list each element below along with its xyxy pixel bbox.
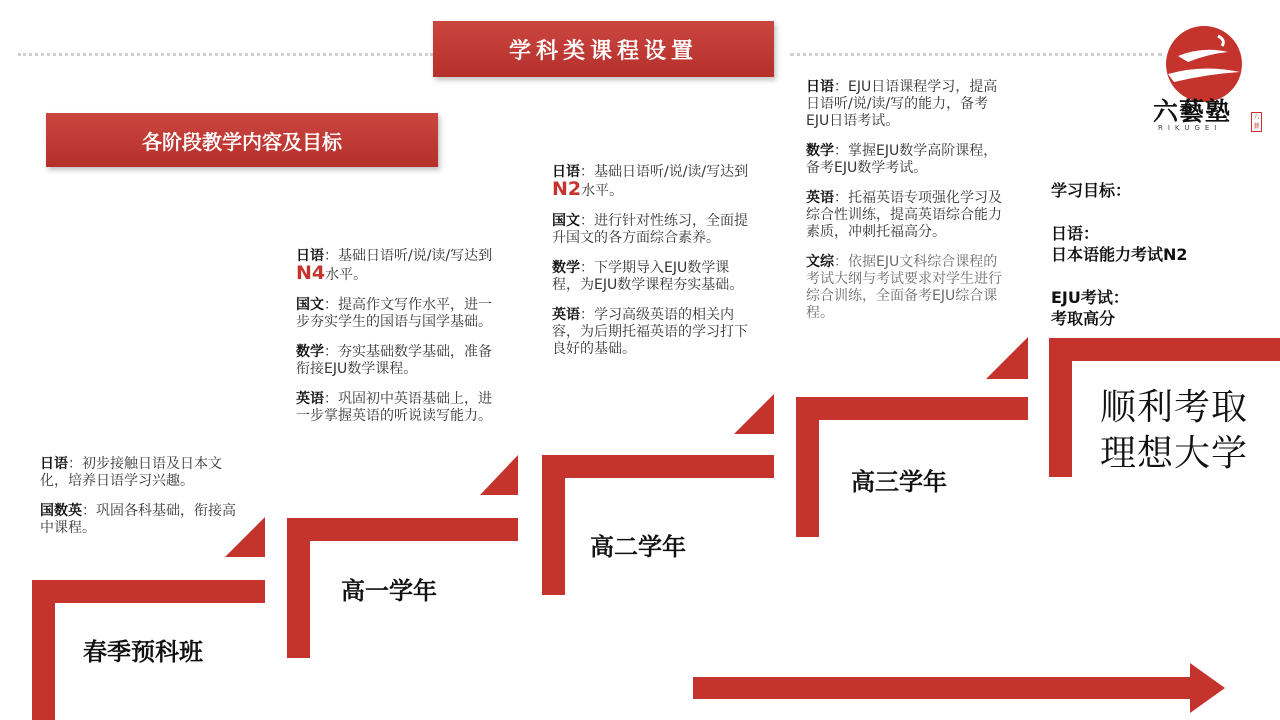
info-year1-text-english: ：巩固初中英语基础上，进一步掌握英语的听说读写能力。 [296,391,492,424]
info-year1-level: N4 [296,262,326,284]
info-year1-key-japanese: 日语 [296,248,324,264]
info-prep [40,456,245,550]
info-prep-text-japanese: ：初步接触日语及日本文化，培养日语学习兴趣。 [40,456,222,489]
info-prep-key-core: 国数英 [40,503,82,519]
goals-heading: 学习目标： [1051,181,1132,200]
info-year2-text-math: ：下学期导入EJU数学课程，为EJU数学课程夯实基础。 [552,260,744,293]
info-year1-key-english: 英语 [296,391,324,407]
info-year2-text-kokugo: ：进行针对性练习，全面提升国文的各方面综合素养。 [552,213,748,246]
info-prep-key-japanese: 日语 [40,456,68,472]
info-year1-key-math: 数学 [296,344,324,360]
info-year3-text-liberal: ：依据EJU文科综合课程的考试大纲与考试要求对学生进行综合训练，全面备考EJU综合课程。 [806,254,1002,321]
info-prep-text-core: ：巩固各科基础，衔接高中课程。 [40,503,236,536]
info-year3-key-math: 数学 [806,143,834,159]
goals-japanese-value: 日本语能力考试N2 [1051,245,1188,264]
info-year2-text-japanese-a: ：基础日语听/说/读/写达到 [580,164,749,180]
info-year3-text-japanese: ：EJU日语课程学习，提高日语听/说/读/写的能力，备考EJU日语考试。 [806,79,998,129]
step-year1-horizontal [287,518,518,541]
info-year1-text-kokugo: ：提高作文写作水平，进一步夯实学生的国语与国学基础。 [296,297,492,330]
info-year2-text-japanese-b: 水平。 [581,183,624,199]
stage-label-year2: 高二学年 [590,533,686,561]
info-year1-text-japanese-a: ：基础日语听/说/读/写达到 [324,248,493,264]
info-year2 [552,164,752,371]
logo-wordmark: 六藝塾 [1153,97,1232,126]
info-year1 [296,248,501,438]
info-year3-text-english: ：托福英语专项强化学习及综合性训练，提高英语综合能力素质，冲刺托福高分。 [806,190,1002,240]
goals-japanese-label: 日语： [1051,224,1100,243]
header-divider-left [18,53,433,56]
info-year2-level: N2 [552,178,582,200]
logo-seal: 六藝 [1251,112,1262,132]
final-goal-line2: 理想大学 [1100,433,1249,474]
step-prep-horizontal [32,580,265,603]
goals-eju-label: EJU考试： [1051,288,1129,307]
section-subtitle: 各阶段教学内容及目标 [46,113,438,167]
info-year2-key-kokugo: 国文 [552,213,580,229]
goals-eju-value: 考取高分 [1051,309,1116,328]
info-year1-text-japanese-b: 水平。 [325,267,368,283]
stage-label-year3: 高三学年 [851,468,947,496]
step-year3-horizontal [796,397,1028,420]
info-year1-key-kokugo: 国文 [296,297,324,313]
final-goal [1100,385,1248,477]
final-goal-line1: 顺利考取 [1100,387,1249,428]
page-title: 学科类课程设置 [433,21,774,77]
info-year3 [806,79,1011,335]
stage-label-prep: 春季预科班 [83,638,203,666]
info-year1-text-math: ：夯实基础数学基础，准备衔接EJU数学课程。 [296,344,492,377]
info-year2-key-japanese: 日语 [552,164,580,180]
info-year3-text-math: ：掌握EJU数学高阶课程，备考EJU数学考试。 [806,143,998,176]
step-year1-notch [480,455,518,495]
step-year2-horizontal [542,455,774,478]
progress-arrow-icon [693,660,1228,715]
info-year3-key-english: 英语 [806,190,834,206]
info-year2-key-english: 英语 [552,307,580,323]
learning-goals [1051,180,1188,351]
info-year3-key-japanese: 日语 [806,79,834,95]
step-year3-notch [986,337,1028,379]
stage-label-year1: 高一学年 [341,577,437,605]
info-year2-text-english: ：学习高级英语的相关内容，为后期托福英语的学习打下良好的基础。 [552,307,748,357]
info-year2-key-math: 数学 [552,260,580,276]
header-divider-right [790,53,1162,56]
logo-romaji: RIKUGEI [1158,124,1222,132]
step-year2-notch [734,394,774,434]
info-year3-key-liberal: 文综 [806,254,834,270]
